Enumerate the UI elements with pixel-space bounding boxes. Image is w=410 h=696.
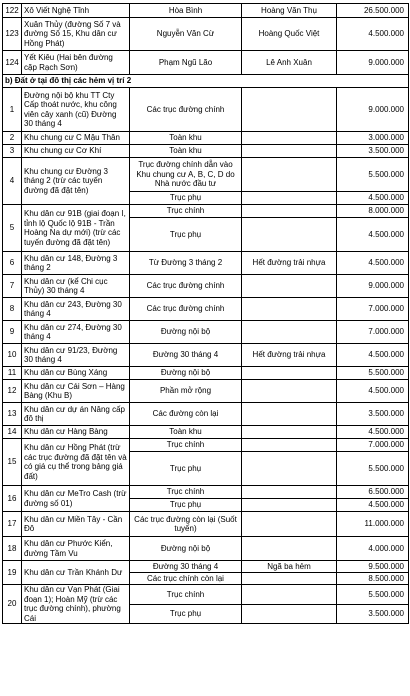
table-row xyxy=(3,18,409,51)
price-value: 4.500.000 xyxy=(337,252,409,275)
street-name: Khu dân cư MeTro Cash (trừ đường số 01) xyxy=(22,486,130,512)
row-number: 4 xyxy=(3,158,22,205)
segment-from: Trục phụ xyxy=(130,499,242,512)
street-name: Khu dân cư Miền Tây - Cần Đô xyxy=(22,512,130,537)
price-value: 7.000.000 xyxy=(337,439,409,452)
segment-to xyxy=(242,205,337,218)
table-row xyxy=(3,561,409,573)
price-value: 6.500.000 xyxy=(337,486,409,499)
land-price-table xyxy=(2,3,409,624)
table-row xyxy=(3,298,409,321)
segment-to: Hết đường trải nhựa xyxy=(242,344,337,367)
price-value: 4.000.000 xyxy=(337,537,409,561)
segment-to: Hết đường trải nhựa xyxy=(242,252,337,275)
street-name: Khu chung cư Đường 3 tháng 2 (trừ các tuyến đường đã đặt tên) xyxy=(22,158,130,205)
row-number: 12 xyxy=(3,380,22,403)
table-row xyxy=(3,205,409,218)
table-row xyxy=(3,252,409,275)
price-value: 9.000.000 xyxy=(337,51,409,75)
segment-to xyxy=(242,537,337,561)
price-value: 7.000.000 xyxy=(337,298,409,321)
street-name: Khu dân cư Bùng Xáng xyxy=(22,367,130,380)
table-row xyxy=(3,367,409,380)
street-name: Xô Viết Nghệ Tĩnh xyxy=(22,4,130,18)
row-number: 19 xyxy=(3,561,22,585)
street-name: Khu dân cư (kể Chi cục Thủy) 30 tháng 4 xyxy=(22,275,130,298)
segment-to xyxy=(242,426,337,439)
segment-from: Phần mở rộng xyxy=(130,380,242,403)
table-row xyxy=(3,512,409,537)
price-value: 4.500.000 xyxy=(337,218,409,252)
row-number: 5 xyxy=(3,205,22,252)
segment-from: Trục phụ xyxy=(130,218,242,252)
segment-from: Đường 30 tháng 4 xyxy=(130,561,242,573)
segment-to xyxy=(242,604,337,624)
table-row xyxy=(3,51,409,75)
segment-from: Các trục đường chính xyxy=(130,275,242,298)
street-name: Khu dân cư Hồng Phát (trừ các trục đường đã đặt tên và có giá cụ thể trong bảng giá đất) xyxy=(22,439,130,486)
row-number: 9 xyxy=(3,321,22,344)
table-row xyxy=(3,439,409,452)
price-value: 7.000.000 xyxy=(337,321,409,344)
segment-from: Hòa Bình xyxy=(130,4,242,18)
segment-to xyxy=(242,275,337,298)
table-row xyxy=(3,344,409,367)
row-number: 17 xyxy=(3,512,22,537)
table-row xyxy=(3,158,409,192)
street-name: Xuân Thủy (đường Số 7 và đường Số 15, Khu dân cư Hồng Phát) xyxy=(22,18,130,51)
segment-from: Các đường còn lại xyxy=(130,403,242,426)
segment-from: Toàn khu xyxy=(130,145,242,158)
segment-to xyxy=(242,439,337,452)
row-number: 123 xyxy=(3,18,22,51)
row-number: 3 xyxy=(3,145,22,158)
segment-to xyxy=(242,486,337,499)
segment-to: Hoàng Quốc Việt xyxy=(242,18,337,51)
row-number: 2 xyxy=(3,132,22,145)
street-name: Khu dân cư 243, Đường 30 tháng 4 xyxy=(22,298,130,321)
row-number: 124 xyxy=(3,51,22,75)
segment-to xyxy=(242,380,337,403)
segment-from: Đường 30 tháng 4 xyxy=(130,344,242,367)
row-number: 122 xyxy=(3,4,22,18)
row-number: 6 xyxy=(3,252,22,275)
segment-to xyxy=(242,132,337,145)
segment-from: Trục phụ xyxy=(130,604,242,624)
table-row xyxy=(3,4,409,18)
table-row xyxy=(3,145,409,158)
segment-from: Trục chính xyxy=(130,205,242,218)
segment-from: Đường nội bộ xyxy=(130,537,242,561)
table-row xyxy=(3,275,409,298)
segment-from: Toàn khu xyxy=(130,132,242,145)
row-number: 15 xyxy=(3,439,22,486)
price-value: 9.500.000 xyxy=(337,561,409,573)
segment-to xyxy=(242,573,337,585)
price-value: 4.500.000 xyxy=(337,499,409,512)
segment-from: Các trục đường còn lại (Suốt tuyến) xyxy=(130,512,242,537)
price-value: 5.500.000 xyxy=(337,452,409,486)
segment-to xyxy=(242,321,337,344)
segment-to: Hoàng Văn Thụ xyxy=(242,4,337,18)
price-value: 5.500.000 xyxy=(337,158,409,192)
segment-to xyxy=(242,403,337,426)
segment-from: Đường nội bộ xyxy=(130,321,242,344)
price-value: 9.000.000 xyxy=(337,275,409,298)
street-name: Khu dân cư 148, Đường 3 tháng 2 xyxy=(22,252,130,275)
price-value: 3.500.000 xyxy=(337,604,409,624)
segment-to xyxy=(242,452,337,486)
segment-from: Các trục đường chính xyxy=(130,88,242,132)
segment-to xyxy=(242,88,337,132)
street-name: Khu dân cư Phước Kiển, đường Tầm Vu xyxy=(22,537,130,561)
street-name: Khu dân cư Cái Sơn – Hàng Bàng (Khu B) xyxy=(22,380,130,403)
price-value: 4.500.000 xyxy=(337,380,409,403)
segment-from: Các trục chính còn lại xyxy=(130,573,242,585)
street-name: Khu dân cư dự án Nâng cấp đô thị xyxy=(22,403,130,426)
segment-from: Trục chính xyxy=(130,439,242,452)
row-number: 13 xyxy=(3,403,22,426)
segment-to xyxy=(242,145,337,158)
price-value: 4.500.000 xyxy=(337,426,409,439)
segment-to: Ngã ba hẻm xyxy=(242,561,337,573)
street-name: Khu dân cư Hàng Bàng xyxy=(22,426,130,439)
price-value: 8.500.000 xyxy=(337,573,409,585)
segment-to xyxy=(242,298,337,321)
row-number: 8 xyxy=(3,298,22,321)
segment-to: Lê Anh Xuân xyxy=(242,51,337,75)
segment-from: Trục đường chính dẫn vào Khu chung cư A, B, C, D do Nhà nước đầu tư xyxy=(130,158,242,192)
street-name: Yết Kiêu (Hai bên đường cặp Rạch Sơn) xyxy=(22,51,130,75)
row-number: 7 xyxy=(3,275,22,298)
street-name: Khu dân cư Trần Khánh Dư xyxy=(22,561,130,585)
segment-from: Toàn khu xyxy=(130,426,242,439)
table-row xyxy=(3,321,409,344)
table-row xyxy=(3,132,409,145)
table-row xyxy=(3,426,409,439)
row-number: 10 xyxy=(3,344,22,367)
price-value: 11.000.000 xyxy=(337,512,409,537)
price-value: 5.500.000 xyxy=(337,585,409,605)
segment-from: Trục phụ xyxy=(130,192,242,205)
price-value: 3.500.000 xyxy=(337,145,409,158)
row-number: 1 xyxy=(3,88,22,132)
section-row xyxy=(3,75,409,88)
street-name: Khu dân cư Vạn Phát (Giai đoạn 1); Hoàn Mỹ (trừ các trục đường chính), phường Cái xyxy=(22,585,130,624)
segment-to xyxy=(242,499,337,512)
table-row xyxy=(3,585,409,605)
segment-from: Phạm Ngũ Lão xyxy=(130,51,242,75)
price-value: 3.000.000 xyxy=(337,132,409,145)
street-name: Khu dân cư 91/23, Đường 30 tháng 4 xyxy=(22,344,130,367)
segment-from: Đường nội bộ xyxy=(130,367,242,380)
price-value: 8.000.000 xyxy=(337,205,409,218)
segment-to xyxy=(242,367,337,380)
row-number: 14 xyxy=(3,426,22,439)
section-heading: b) Đất ở tại đô thị các hẻm vị trí 2 xyxy=(3,75,409,88)
price-value: 4.500.000 xyxy=(337,344,409,367)
price-value: 5.500.000 xyxy=(337,367,409,380)
price-value: 3.500.000 xyxy=(337,403,409,426)
row-number: 16 xyxy=(3,486,22,512)
street-name: Đường nội bộ khu TT Cty Cấp thoát nước, khu công viên cây xanh (cũ) Đường 30 tháng 4 xyxy=(22,88,130,132)
table-row xyxy=(3,537,409,561)
street-name: Khu chung cư C Mậu Thân xyxy=(22,132,130,145)
segment-to xyxy=(242,158,337,192)
row-number: 11 xyxy=(3,367,22,380)
price-value: 9.000.000 xyxy=(337,88,409,132)
street-name: Khu dân cư 274, Đường 30 tháng 4 xyxy=(22,321,130,344)
segment-from: Nguyễn Văn Cừ xyxy=(130,18,242,51)
street-name: Khu dân cư 91B (giai đoạn I, tỉnh lộ Quốc lộ 91B - Trần Hoàng Na dự mới) (trừ các tuyến đường đã đặt tên) xyxy=(22,205,130,252)
price-value: 26.500.000 xyxy=(337,4,409,18)
street-name: Khu chung cư Cơ Khí xyxy=(22,145,130,158)
segment-from: Trục chính xyxy=(130,585,242,605)
price-value: 4.500.000 xyxy=(337,18,409,51)
table-row xyxy=(3,88,409,132)
segment-to xyxy=(242,218,337,252)
segment-from: Trục phụ xyxy=(130,452,242,486)
row-number: 20 xyxy=(3,585,22,624)
table-row xyxy=(3,486,409,499)
table-row xyxy=(3,380,409,403)
segment-to xyxy=(242,512,337,537)
row-number: 18 xyxy=(3,537,22,561)
table-row xyxy=(3,403,409,426)
segment-from: Trục chính xyxy=(130,486,242,499)
price-value: 4.500.000 xyxy=(337,192,409,205)
segment-to xyxy=(242,192,337,205)
segment-from: Từ Đường 3 tháng 2 xyxy=(130,252,242,275)
segment-from: Các trục đường chính xyxy=(130,298,242,321)
segment-to xyxy=(242,585,337,605)
